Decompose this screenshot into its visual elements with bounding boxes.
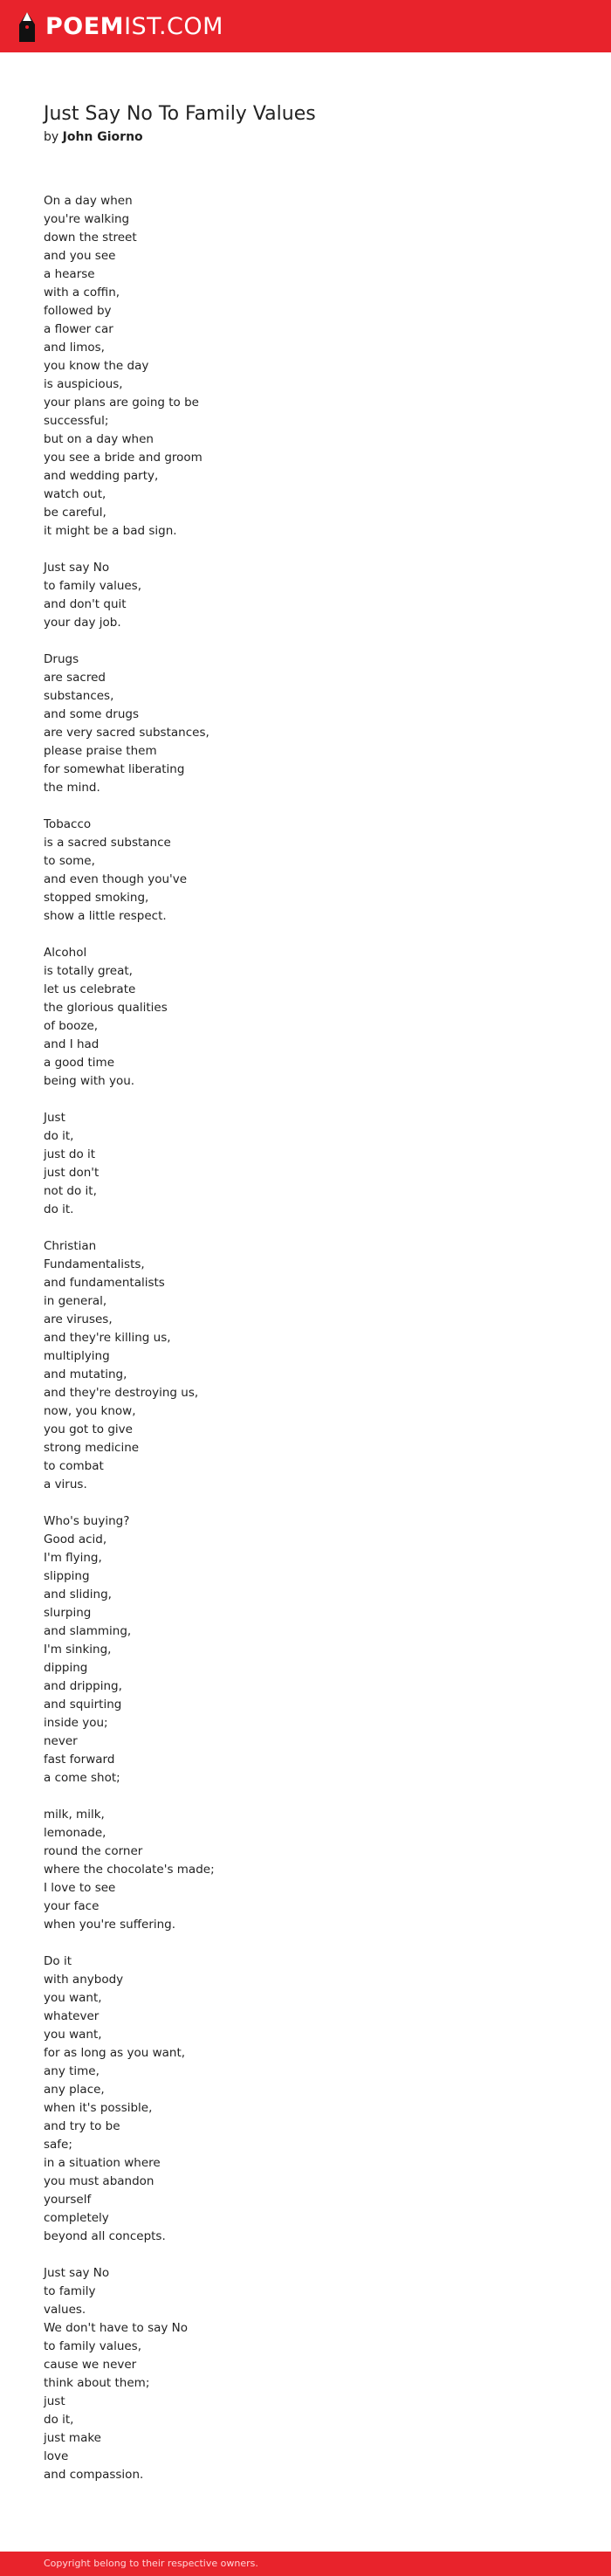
- poem-stanza: [44, 1109, 567, 1219]
- poem-body: [44, 192, 567, 2503]
- poem-line: multiplying: [44, 1349, 110, 1363]
- poem-line: strong medicine: [44, 1441, 140, 1455]
- poem-line: slurping: [44, 1606, 92, 1620]
- poem-stanza: [44, 559, 567, 632]
- poem-line: with anybody: [44, 1973, 124, 1987]
- poem-line: in a situation where: [44, 2156, 161, 2170]
- poem-line: but on a day when: [44, 432, 154, 446]
- poem-line: a come shot;: [44, 1771, 120, 1785]
- poem-line: any time,: [44, 2064, 100, 2078]
- poem-line: milk, milk,: [44, 1808, 105, 1822]
- poem-line: and sliding,: [44, 1588, 112, 1601]
- poem-line: Just say No: [44, 2266, 110, 2280]
- poem-line: a flower car: [44, 322, 113, 336]
- site-header: [0, 0, 611, 52]
- poem-line: are viruses,: [44, 1312, 113, 1326]
- poem-line: and slamming,: [44, 1624, 132, 1638]
- poem-line: any place,: [44, 2083, 105, 2097]
- poem-line: just: [44, 2394, 65, 2408]
- site-logo-text: [45, 12, 223, 42]
- poem-stanza: [44, 2264, 567, 2484]
- poem-line: you see a bride and groom: [44, 451, 203, 465]
- poem-line: and some drugs: [44, 707, 140, 721]
- poem-line: I love to see: [44, 1881, 116, 1895]
- logo-light-text: IST.COM: [124, 13, 223, 40]
- poem-line: your face: [44, 1899, 100, 1913]
- poem-line: you got to give: [44, 1422, 133, 1436]
- poem-line: We don't have to say No: [44, 2321, 189, 2335]
- poem-line: cause we never: [44, 2358, 137, 2372]
- poem-line: Just say No: [44, 561, 110, 575]
- poem-line: yourself: [44, 2193, 92, 2207]
- poem-line: watch out,: [44, 487, 106, 501]
- poem-line: where the chocolate's made;: [44, 1863, 215, 1877]
- poem-line: with a coffin,: [44, 286, 120, 300]
- poem-line: think about them;: [44, 2376, 150, 2390]
- poem-line: and limos,: [44, 341, 105, 355]
- poem-line: be careful,: [44, 506, 106, 520]
- pen-nib-icon: [17, 12, 37, 42]
- poem-line: to family: [44, 2284, 96, 2298]
- poem-line: for as long as you want,: [44, 2046, 186, 2060]
- poem-line: and I had: [44, 1037, 100, 1051]
- poem-line: inside you;: [44, 1716, 108, 1730]
- poem-title: Just Say No To Family Values: [44, 103, 316, 125]
- poem-line: a virus.: [44, 1477, 87, 1491]
- poem-line: and don't quit: [44, 597, 127, 611]
- poem-line: now, you know,: [44, 1404, 136, 1418]
- poem-line: and dripping,: [44, 1679, 122, 1693]
- poem-stanza: [44, 1953, 567, 2246]
- poem-line: just do it: [44, 1147, 96, 1161]
- poem-stanza: [44, 816, 567, 926]
- copyright-text: Copyright belong to their respective owners.: [44, 2558, 258, 2569]
- poem-line: a hearse: [44, 267, 95, 281]
- poem-line: Do it: [44, 1954, 72, 1968]
- poem-line: the glorious qualities: [44, 1001, 168, 1015]
- poem-line: substances,: [44, 689, 114, 703]
- poem-stanza: [44, 944, 567, 1091]
- poem-line: Christian: [44, 1239, 97, 1253]
- poem-line: never: [44, 1734, 78, 1748]
- poem-line: safe;: [44, 2138, 72, 2152]
- poem-stanza: [44, 651, 567, 797]
- poem-line: to family values,: [44, 2339, 142, 2353]
- poem-line: completely: [44, 2211, 109, 2225]
- site-footer: [0, 2552, 611, 2576]
- poem-line: round the corner: [44, 1844, 143, 1858]
- poem-line: it might be a bad sign.: [44, 524, 177, 538]
- poem-stanza: [44, 192, 567, 541]
- poem-line: Good acid,: [44, 1533, 107, 1546]
- poem-line: is auspicious,: [44, 377, 123, 391]
- poem-line: followed by: [44, 304, 112, 318]
- poem-header: [44, 102, 567, 146]
- poem-line: Just: [44, 1111, 65, 1125]
- poem-line: Who's buying?: [44, 1514, 130, 1528]
- poem-line: values.: [44, 2303, 86, 2317]
- poem-line: slipping: [44, 1569, 90, 1583]
- poem-line: is a sacred substance: [44, 836, 171, 850]
- poem-line: of booze,: [44, 1019, 99, 1033]
- poem-line: Alcohol: [44, 946, 87, 960]
- poem-line: I'm sinking,: [44, 1643, 112, 1656]
- poem-line: just don't: [44, 1166, 100, 1180]
- poem-line: when it's possible,: [44, 2101, 153, 2115]
- poem-line: On a day when: [44, 194, 133, 208]
- poem-line: love: [44, 2449, 69, 2463]
- poem-line: Drugs: [44, 652, 79, 666]
- poem-line: and they're killing us,: [44, 1331, 171, 1345]
- poem-stanza: [44, 1237, 567, 1494]
- poem-line: Fundamentalists,: [44, 1257, 145, 1271]
- poem-line: a good time: [44, 1056, 115, 1070]
- poem-line: and squirting: [44, 1698, 122, 1712]
- poem-line: and mutating,: [44, 1367, 127, 1381]
- logo-bold-text: POEM: [45, 13, 125, 40]
- poem-line: to some,: [44, 854, 95, 868]
- poem-line: in general,: [44, 1294, 107, 1308]
- poem-line: fast forward: [44, 1753, 115, 1767]
- site-logo[interactable]: [17, 12, 223, 42]
- poem-line: the mind.: [44, 781, 100, 795]
- poem-line: I'm flying,: [44, 1551, 102, 1565]
- poem-line: and they're destroying us,: [44, 1386, 199, 1400]
- poem-line: you're walking: [44, 212, 130, 226]
- poem-line: are very sacred substances,: [44, 726, 209, 740]
- poem-stanza: [44, 1806, 567, 1934]
- poem-line: whatever: [44, 2009, 100, 2023]
- poem-line: your day job.: [44, 616, 121, 630]
- poem-line: is totally great,: [44, 964, 133, 978]
- poem-line: successful;: [44, 414, 109, 428]
- poem-line: and you see: [44, 249, 116, 263]
- author-link[interactable]: John Giorno: [62, 130, 143, 144]
- poem-line: your plans are going to be: [44, 396, 199, 410]
- poem-line: show a little respect.: [44, 909, 167, 923]
- poem-line: please praise them: [44, 744, 157, 758]
- poem-line: you want,: [44, 2028, 102, 2042]
- poem-line: you must abandon: [44, 2174, 154, 2188]
- poem-line: let us celebrate: [44, 982, 136, 996]
- poem-line: you want,: [44, 1991, 102, 2005]
- poem-line: and fundamentalists: [44, 1276, 165, 1290]
- poem-line: and wedding party,: [44, 469, 159, 483]
- poem-line: just make: [44, 2431, 101, 2445]
- poem-line: not do it,: [44, 1184, 97, 1198]
- poem-line: to family values,: [44, 579, 142, 593]
- poem-stanza: [44, 1512, 567, 1787]
- poem-line: beyond all concepts.: [44, 2229, 166, 2243]
- poem-line: stopped smoking,: [44, 891, 149, 905]
- poem-byline: [44, 128, 567, 146]
- poem-line: Tobacco: [44, 817, 92, 831]
- poem-line: when you're suffering.: [44, 1918, 176, 1932]
- poem-line: to combat: [44, 1459, 104, 1473]
- poem-line: dipping: [44, 1661, 88, 1675]
- poem-line: and even though you've: [44, 872, 188, 886]
- poem-line: being with you.: [44, 1074, 135, 1088]
- poem-line: down the street: [44, 231, 137, 245]
- poem-line: for somewhat liberating: [44, 762, 185, 776]
- poem-line: you know the day: [44, 359, 149, 373]
- poem-line: and try to be: [44, 2119, 120, 2133]
- poem-line: do it.: [44, 1202, 74, 1216]
- poem-line: and compassion.: [44, 2468, 144, 2482]
- by-label: by: [44, 130, 59, 144]
- poem-line: do it,: [44, 2413, 74, 2427]
- poem-line: are sacred: [44, 671, 106, 685]
- poem-line: lemonade,: [44, 1826, 106, 1840]
- poem-line: do it,: [44, 1129, 74, 1143]
